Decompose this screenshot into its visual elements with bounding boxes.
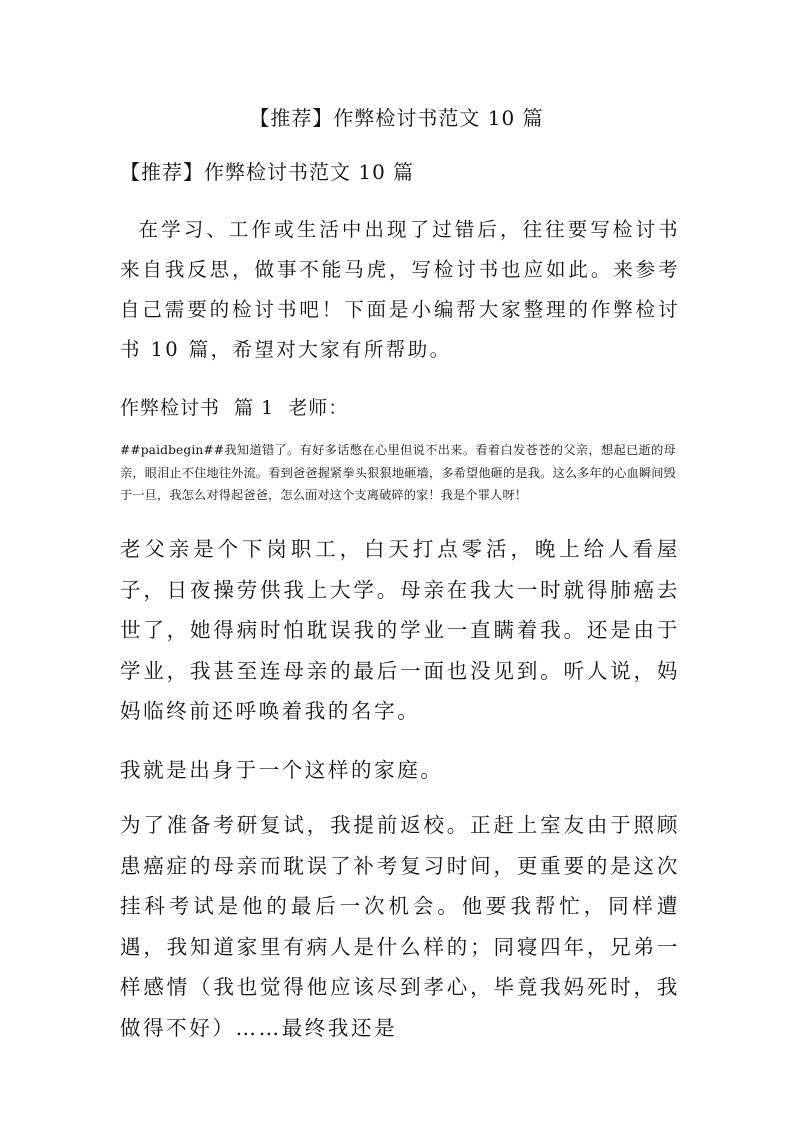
intro-paragraph: 在学习、工作或生活中出现了过错后，往往要写检讨书来自我反思，做事不能马虎，写检讨书也应如此。来参考自己需要的检讨书吧！下面是小编帮大家整理的作弊检讨书 10 篇，希望对大家有所帮助。	[120, 218, 680, 361]
body-paragraph: 我就是出身于一个这样的家庭。	[120, 758, 444, 782]
section-title: 作弊检讨书 篇 1 老师：	[120, 397, 349, 419]
small-print-paragraph: ##paidbegin##我知道错了。有好多话憋在心里但说不出来。看着白发苍苍的父亲，想起已逝的母亲，眼泪止不住地往外流。看到爸爸握紧拳头狠狠地砸墙，多希望他砸的是我。这么多年的心血瞬间毁于一旦，我怎么对得起爸爸，怎么面对这个支离破碎的家！我是个罪人呀！	[120, 443, 676, 502]
document-heading: 【推荐】作弊检讨书范文 10 篇	[120, 160, 415, 184]
body-paragraph: 老父亲是个下岗职工，白天打点零活，晚上给人看屋子，日夜操劳供我上大学。母亲在我大一时就得肺癌去世了，她得病时怕耽误我的学业一直瞒着我。还是由于学业，我甚至连母亲的最后一面也没见到。听人说，妈妈临终前还呼唤着我的名字。	[120, 537, 680, 723]
body-paragraph: 为了准备考研复试，我提前返校。正赶上室友由于照顾患癌症的母亲而耽误了补考复习时间，更重要的是这次挂科考试是他的最后一次机会。他要我帮忙，同样遭遇，我知道家里有病人是什么样的；同寝四年，兄弟一样感情（我也觉得他应该尽到孝心，毕竟我妈死时，我做得不好）……最终我还是	[120, 813, 680, 1040]
document-title: 【推荐】作弊检讨书范文 10 篇	[249, 106, 544, 130]
